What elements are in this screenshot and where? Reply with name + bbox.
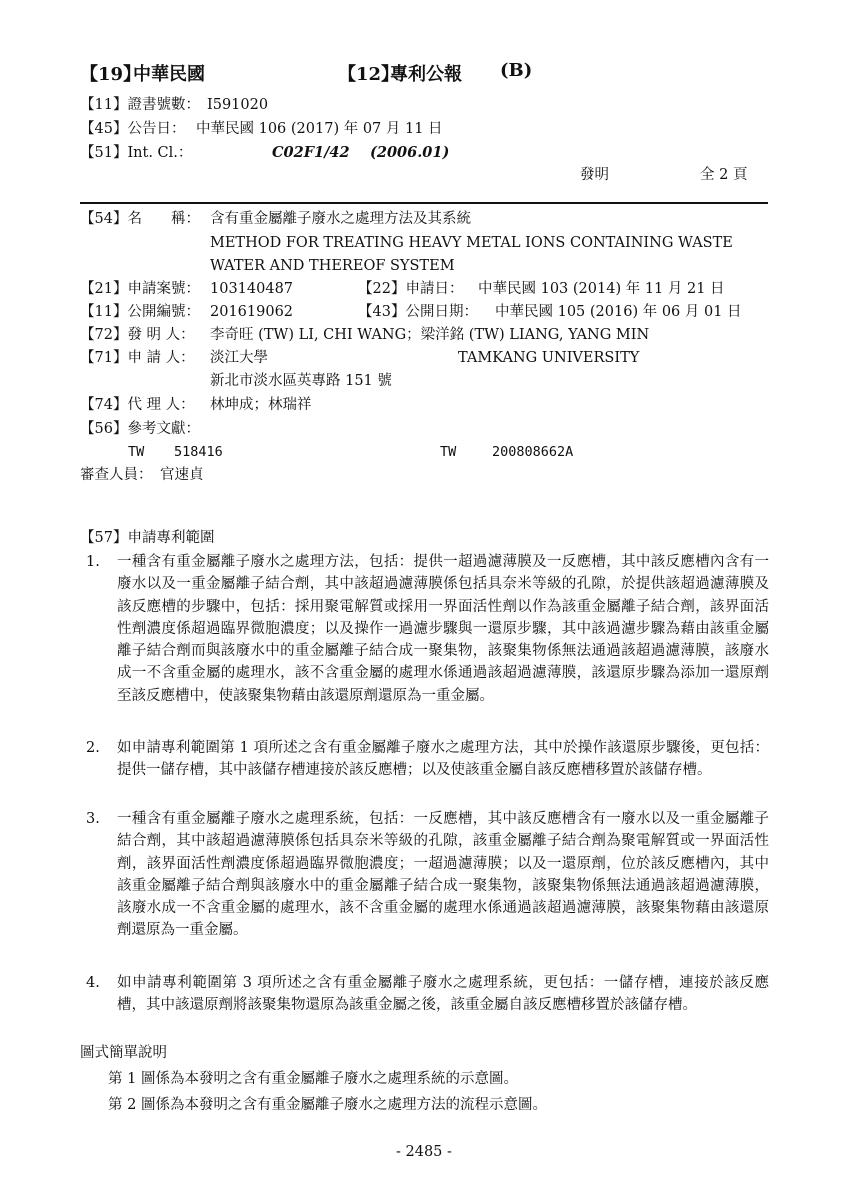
applicant-address: 新北市淡水區英專路 151 號 bbox=[210, 373, 392, 389]
publication-date-label: 【45】公告日： bbox=[80, 121, 186, 137]
title-english-line-1: METHOD FOR TREATING HEAVY METAL IONS CONTAINING WASTE bbox=[210, 235, 733, 251]
ipc-code: C02F1/42 bbox=[272, 144, 350, 161]
agent-label: 【74】代 理 人： bbox=[80, 397, 195, 413]
reference-2-country: TW bbox=[440, 444, 457, 460]
kind-letter: (B) bbox=[500, 60, 533, 81]
claim-text: 一種含有重金屬離子廢水之處理方法，包括：提供一超過濾薄膜及一反應槽，其中該反應槽內含有一廢水以及一重金屬離子結合劑，其中該超過濾薄膜係包括具奈米等級的孔隙，於提供該超過濾薄膜及該反應槽的步驟中，包括：採用聚電解質或採用一界面活性劑以作為該重金屬離子結合劑，該界面活性劑濃度係超過臨界微胞濃度；以及操作一過濾步驟與一還原步驟，其中該過濾步驟為藉由該重金屬離子結合劑而與該廢水中的重金屬離子結合成一聚集物，該聚集物係無法通過該超過濾薄膜，該廢水成一不含重金屬的處理水，該不含重金屬的處理水係通過該超過濾薄膜，該還原步驟為添加一還原劑至該反應槽中，使該聚集物藉由該還原劑還原為一重金屬。 bbox=[117, 554, 769, 704]
kind-code: 【12】 bbox=[338, 64, 400, 85]
ipc-version: (2006.01) bbox=[370, 144, 450, 161]
application-date: 中華民國 103 (2014) 年 11 月 21 日 bbox=[478, 281, 725, 297]
application-date-label: 【22】申請日： bbox=[358, 281, 464, 297]
reference-1-country: TW bbox=[128, 444, 145, 460]
open-date: 中華民國 105 (2016) 年 06 月 01 日 bbox=[495, 304, 742, 320]
page-number: - 2485 - bbox=[396, 1144, 452, 1160]
agents: 林坤成；林瑞祥 bbox=[210, 397, 312, 413]
claim-number: 1. bbox=[86, 554, 100, 570]
claim-text: 如申請專利範圍第 3 項所述之含有重金屬離子廢水之處理系統，更包括：一儲存槽，連接於該反應槽，其中該還原劑將該聚集物還原為該重金屬之後，該重金屬自該反應槽移置於該儲存槽。 bbox=[117, 975, 769, 1014]
inventor-label: 【72】發 明 人： bbox=[80, 327, 195, 343]
examiner-label: 審查人員： bbox=[80, 467, 153, 483]
open-number-label: 【11】公開編號： bbox=[80, 304, 200, 320]
cert-label: 【11】證書號數： bbox=[80, 97, 200, 113]
inventors: 李奇旺 (TW) LI, CHI WANG；梁洋銘 (TW) LIANG, YANG MIN bbox=[210, 327, 650, 343]
cert-number: I591020 bbox=[207, 97, 269, 113]
claim-text: 如申請專利範圍第 1 項所述之含有重金屬離子廢水之處理方法，其中於操作該還原步驟後，更包括：提供一儲存槽，其中該儲存槽連接於該反應槽；以及使該重金屬自該反應槽移置於該儲存槽。 bbox=[117, 740, 769, 779]
claims-heading: 【57】申請專利範圍 bbox=[80, 530, 215, 546]
applicant-label: 【71】申 請 人： bbox=[80, 350, 195, 366]
ipc-label: 【51】Int. Cl.： bbox=[80, 145, 193, 161]
figure-2-description: 第 2 圖係為本發明之含有重金屬離子廢水之處理方法的流程示意圖。 bbox=[108, 1097, 547, 1113]
application-number: 103140487 bbox=[210, 281, 294, 297]
claim-number: 2. bbox=[86, 740, 100, 756]
application-number-label: 【21】申請案號： bbox=[80, 281, 200, 297]
office-name: 中華民國 bbox=[133, 64, 205, 85]
open-number: 201619062 bbox=[210, 304, 294, 320]
applicant-english: TAMKANG UNIVERSITY bbox=[458, 350, 640, 366]
drawings-heading: 圖式簡單說明 bbox=[80, 1045, 167, 1061]
title-english-line-2: WATER AND THEREOF SYSTEM bbox=[210, 258, 455, 274]
claim-text: 一種含有重金屬離子廢水之處理系統，包括：一反應槽，其中該反應槽含有一廢水以及一重金屬離子結合劑，其中該超過濾薄膜係包括具奈米等級的孔隙，該重金屬離子結合劑為聚電解質或一界面活性劑，該界面活性劑濃度係超過臨界微胞濃度；一超過濾薄膜；以及一還原劑，位於該反應槽內，其中該重金屬離子結合劑與該廢水中的重金屬離子結合成一聚集物，該聚集物係無法通過該超過濾薄膜，該廢水成一不含重金屬的處理水，該不含重金屬的處理水係通過該超過濾薄膜，該聚集物藉由該還原劑還原為一重金屬。 bbox=[117, 811, 769, 939]
claim-number: 4. bbox=[86, 975, 100, 991]
examiner: 官速貞 bbox=[160, 467, 204, 483]
claim-number: 3. bbox=[86, 811, 100, 827]
references-label: 【56】參考文獻： bbox=[80, 421, 200, 437]
title-label: 【54】名 稱： bbox=[80, 211, 200, 227]
office-code: 【19】 bbox=[80, 64, 142, 85]
patent-type: 發明 bbox=[580, 167, 609, 183]
header-divider bbox=[80, 202, 768, 204]
publication-date: 中華民國 106 (2017) 年 07 月 11 日 bbox=[196, 121, 443, 137]
total-pages: 全 2 頁 bbox=[700, 167, 748, 183]
kind-name: 專利公報 bbox=[390, 64, 462, 85]
applicant-chinese: 淡江大學 bbox=[210, 350, 268, 366]
reference-2-number: 200808662A bbox=[492, 444, 574, 460]
reference-1-number: 518416 bbox=[174, 444, 223, 460]
open-date-label: 【43】公開日期： bbox=[358, 304, 478, 320]
figure-1-description: 第 1 圖係為本發明之含有重金屬離子廢水之處理系統的示意圖。 bbox=[108, 1071, 518, 1087]
title-chinese: 含有重金屬離子廢水之處理方法及其系統 bbox=[210, 211, 471, 227]
